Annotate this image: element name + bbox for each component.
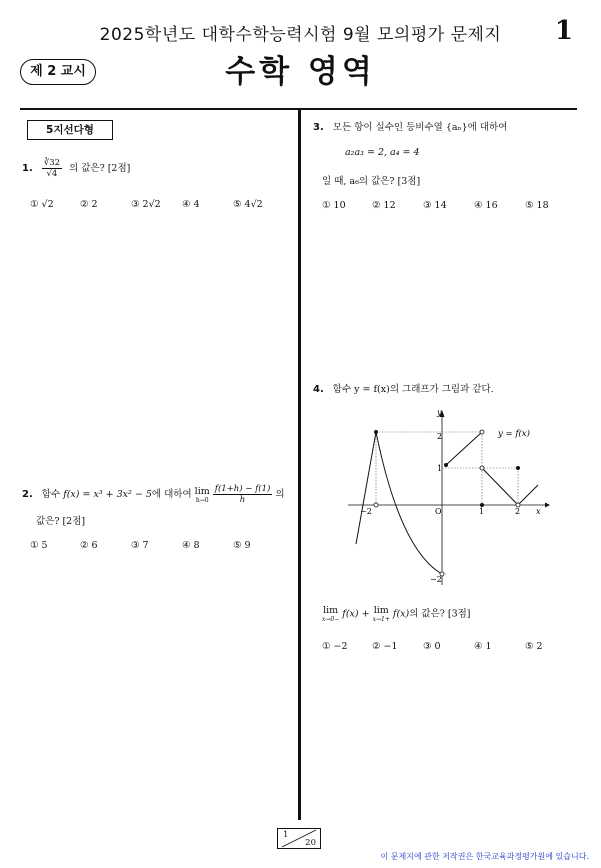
choice-5[interactable]: ⑤ 18 <box>525 200 549 211</box>
choice-2[interactable]: ② 2 <box>80 199 98 210</box>
page-total: 20 <box>305 838 316 848</box>
choice-5[interactable]: ⑤ 2 <box>525 641 543 652</box>
column-divider <box>298 108 301 820</box>
segment-right-down <box>482 468 518 505</box>
question-2 <box>22 484 285 505</box>
open-point <box>480 430 484 434</box>
tick-x-neg2: −2 <box>360 507 372 516</box>
origin-label: O <box>435 507 442 516</box>
question-3 <box>313 119 507 133</box>
tick-x-1: 1 <box>479 507 485 516</box>
q3-condition: a₂a₃ = 2, a₄ = 4 <box>345 147 420 158</box>
q1-fraction <box>42 158 62 179</box>
q4-plus: + <box>361 608 370 620</box>
function-graph <box>340 400 560 600</box>
choice-3[interactable]: ③ 0 <box>423 641 441 652</box>
q3-line3: 일 때, a₆의 값은? [3점] <box>322 176 421 187</box>
question-number: 3. <box>313 122 324 133</box>
question-number: 2. <box>22 489 33 500</box>
q2-function: f(x) = x³ + 3x² − 5 <box>63 489 152 500</box>
choice-1[interactable]: ① 5 <box>30 540 48 551</box>
page-current: 1 <box>283 830 289 840</box>
q4-expression <box>322 605 471 623</box>
tick-x-2: 2 <box>515 507 521 516</box>
q2-fraction <box>213 484 273 505</box>
q3-line1: 모든 항이 실수인 등비수열 {aₙ}에 대하여 <box>332 122 508 133</box>
q2-limit <box>195 486 210 504</box>
page-number: 1 <box>554 16 573 46</box>
q1-numerator: ∛32 <box>43 158 61 168</box>
q4-question: 의 값은? [3점] <box>409 608 471 620</box>
q4-choices <box>322 641 575 652</box>
filled-point <box>444 463 448 467</box>
choice-1[interactable]: ① −2 <box>322 641 348 652</box>
q2-choices <box>30 540 283 551</box>
q1-text: 의 값은? [2점] <box>69 163 131 174</box>
question-1 <box>22 158 130 179</box>
x-axis-arrow-icon <box>545 503 550 508</box>
choice-2[interactable]: ② 12 <box>372 200 396 211</box>
choice-2[interactable]: ② 6 <box>80 540 98 551</box>
question-number: 1. <box>22 163 33 174</box>
q3-choices <box>322 200 575 211</box>
q4-f1: f(x) <box>342 608 359 620</box>
choice-2[interactable]: ② −1 <box>372 641 398 652</box>
q1-denominator: √4 <box>46 169 58 179</box>
exam-title: 2025학년도 대학수학능력시험 9월 모의평가 문제지 <box>99 25 502 45</box>
filled-point <box>516 466 520 470</box>
axis-label-x: x <box>536 507 541 516</box>
choice-3[interactable]: ③ 14 <box>423 200 447 211</box>
q2-mid: 에 대하여 <box>151 489 192 500</box>
tick-y-neg2: −2 <box>430 575 442 584</box>
question-4 <box>313 381 494 395</box>
axis-label-y: y <box>437 408 442 417</box>
q4-lim2-sub: x→1+ <box>372 616 390 623</box>
session-badge: 제 2 교시 <box>20 59 96 85</box>
open-point <box>374 503 378 507</box>
q2-line2: 값은? [2점] <box>36 516 86 527</box>
open-point <box>480 466 484 470</box>
segment-right-up <box>518 485 538 505</box>
choice-5[interactable]: ⑤ 4√2 <box>233 199 263 210</box>
q4-limit-1 <box>322 605 339 623</box>
q2-suffix: 의 <box>275 489 285 500</box>
curve-left <box>356 432 442 574</box>
section-label: 5지선다형 <box>27 120 113 140</box>
choice-3[interactable]: ③ 7 <box>131 540 149 551</box>
choice-4[interactable]: ④ 8 <box>182 540 200 551</box>
choice-3[interactable]: ③ 2√2 <box>131 199 161 210</box>
segment-mid <box>446 432 482 465</box>
graph-label: y = f(x) <box>498 429 530 439</box>
q2-prefix: 함수 <box>41 489 61 500</box>
q1-choices <box>30 199 283 210</box>
choice-4[interactable]: ④ 1 <box>474 641 492 652</box>
choice-5[interactable]: ⑤ 9 <box>233 540 251 551</box>
question-number: 4. <box>313 384 324 395</box>
choice-4[interactable]: ④ 4 <box>182 199 200 210</box>
q4-lim2: lim <box>373 605 389 616</box>
tick-y-1: 1 <box>437 464 443 473</box>
q4-limit-2 <box>373 605 390 623</box>
choice-4[interactable]: ④ 16 <box>474 200 498 211</box>
choice-1[interactable]: ① √2 <box>30 199 54 210</box>
q4-lim1: lim <box>323 605 339 616</box>
q4-f2: f(x) <box>392 608 410 620</box>
choice-1[interactable]: ① 10 <box>322 200 346 211</box>
tick-y-2: 2 <box>437 432 443 441</box>
subject-title: 수학 영역 <box>225 54 376 90</box>
q4-lim1-sub: x→0− <box>322 616 340 623</box>
q2-lim: lim <box>194 485 210 497</box>
copyright-notice: 이 문제지에 관한 저작권은 한국교육과정평가원에 있습니다. <box>380 852 589 861</box>
q2-frac-num: f(1+h) − f(1) <box>214 484 271 494</box>
q4-line1: 함수 y = f(x)의 그래프가 그림과 같다. <box>332 384 494 395</box>
q2-frac-den: h <box>239 495 246 505</box>
q2-lim-sub: h→0 <box>195 496 209 504</box>
filled-point <box>374 430 378 434</box>
page-indicator <box>277 828 321 849</box>
